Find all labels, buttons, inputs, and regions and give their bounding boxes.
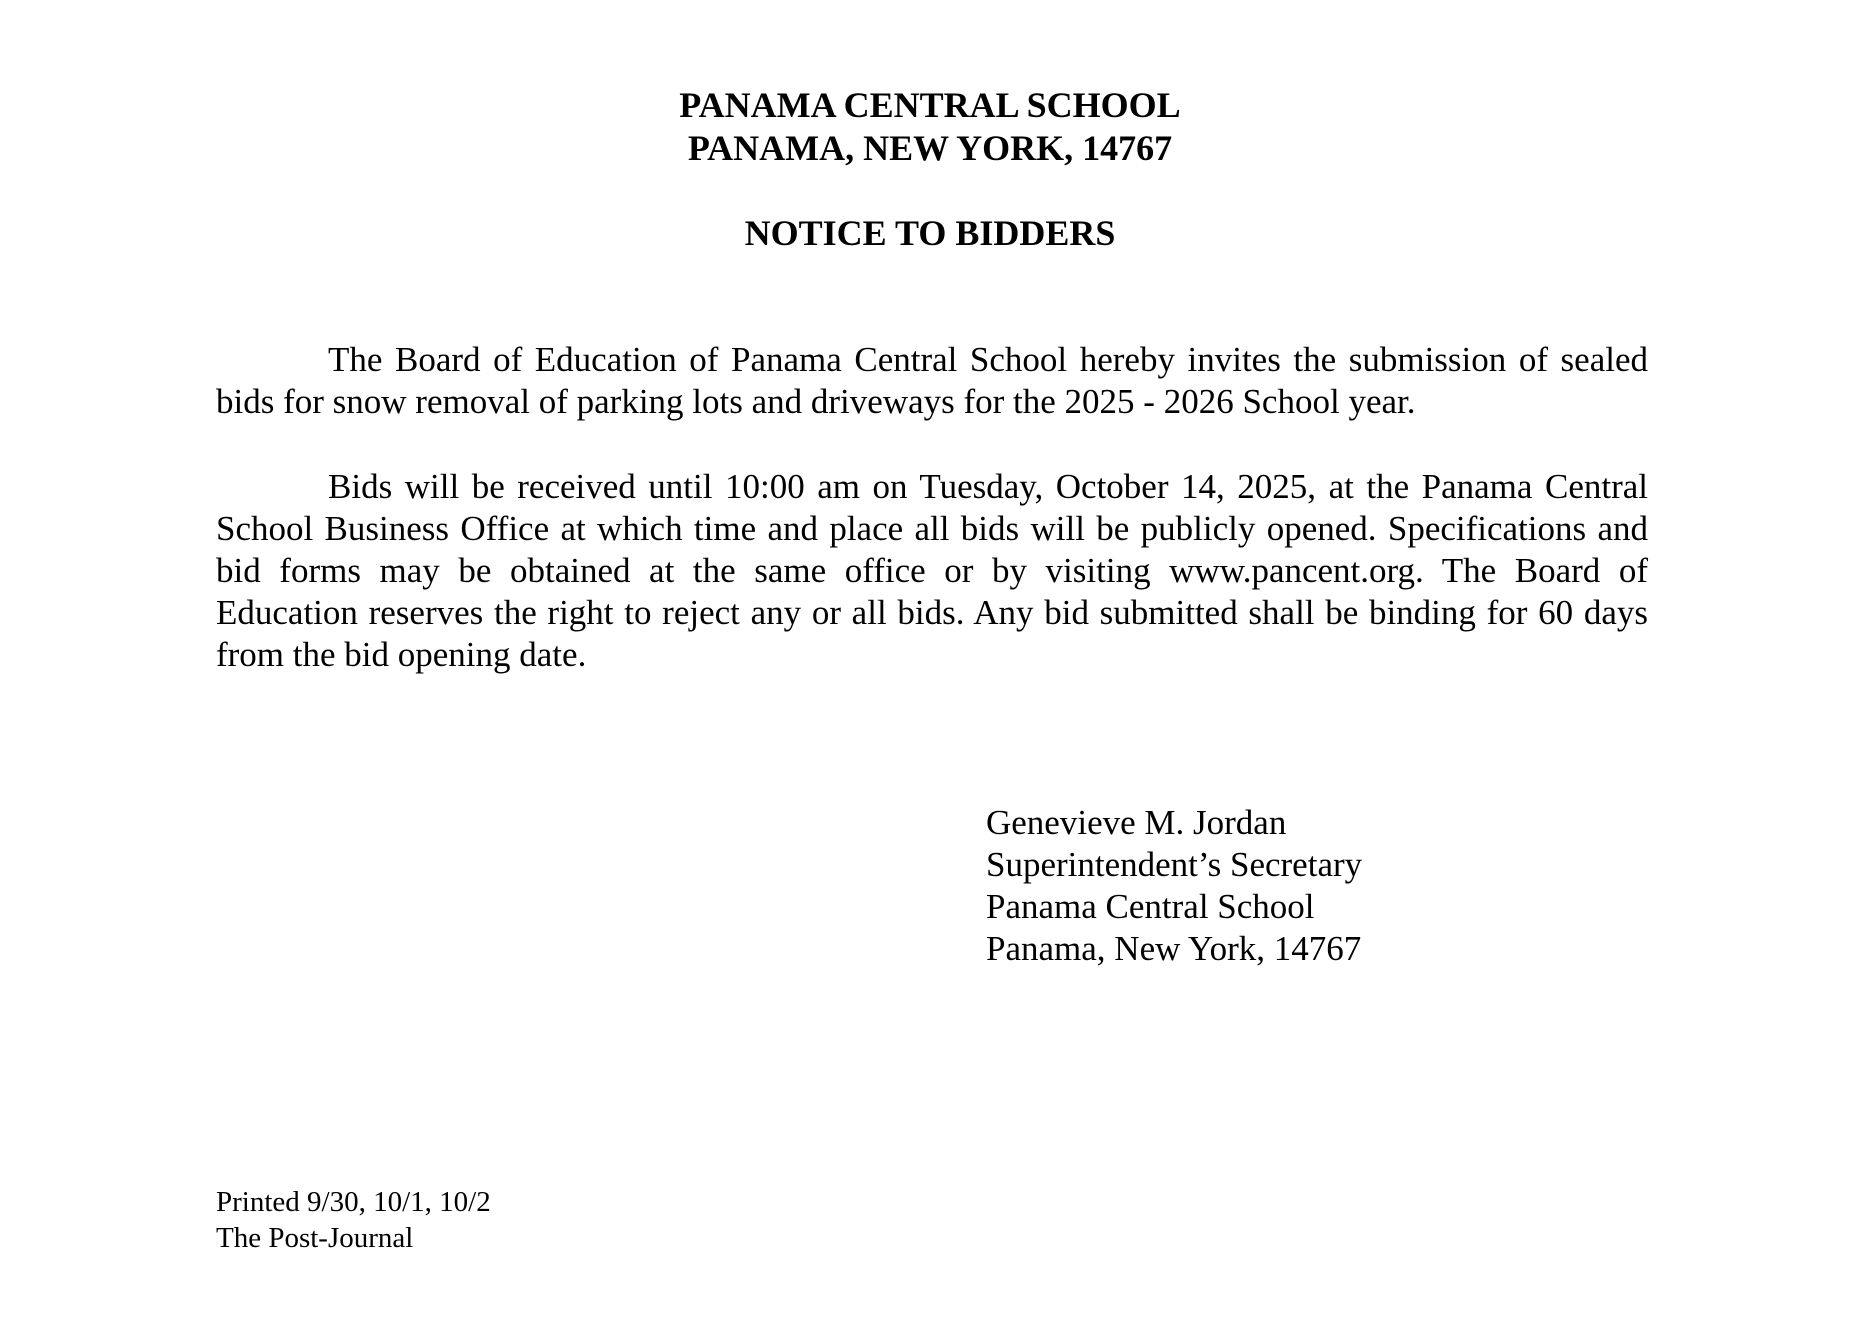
school-location-heading: PANAMA, NEW YORK, 14767 (687, 128, 1173, 168)
signer-organization: Panama Central School (986, 887, 1315, 926)
bid-details-text: Bids will be received until 10:00 am on Tuesday, October 14, 2025, at the Panama Central School Business Office at which time and place all bids will be publicly opened. Specifications and bid forms may be obtained at the same office or by visiting www.pancent.org. The Board of Education reserves the right to reject any or all bids. Any bid submitted shall be binding for 60 days from the bid opening date. (216, 467, 1648, 674)
body-paragraph-1 (216, 339, 1648, 423)
signer-address: Panama, New York, 14767 (986, 929, 1362, 968)
body-paragraph-2 (216, 466, 1648, 676)
publication-footer (216, 1184, 491, 1256)
signature-block (986, 802, 1362, 970)
signer-name: Genevieve M. Jordan (986, 803, 1287, 842)
signer-title: Superintendent’s Secretary (986, 845, 1363, 884)
school-name-heading: PANAMA CENTRAL SCHOOL (679, 85, 1181, 125)
printed-dates: Printed 9/30, 10/1, 10/2 (216, 1186, 491, 1218)
publication-name: The Post-Journal (216, 1222, 414, 1254)
notice-title: NOTICE TO BIDDERS (744, 213, 1116, 253)
invitation-text: The Board of Education of Panama Central School hereby invites the submission of sealed bids for snow removal of parking lots and driveways for the 2025 - 2026 School year. (216, 340, 1648, 421)
